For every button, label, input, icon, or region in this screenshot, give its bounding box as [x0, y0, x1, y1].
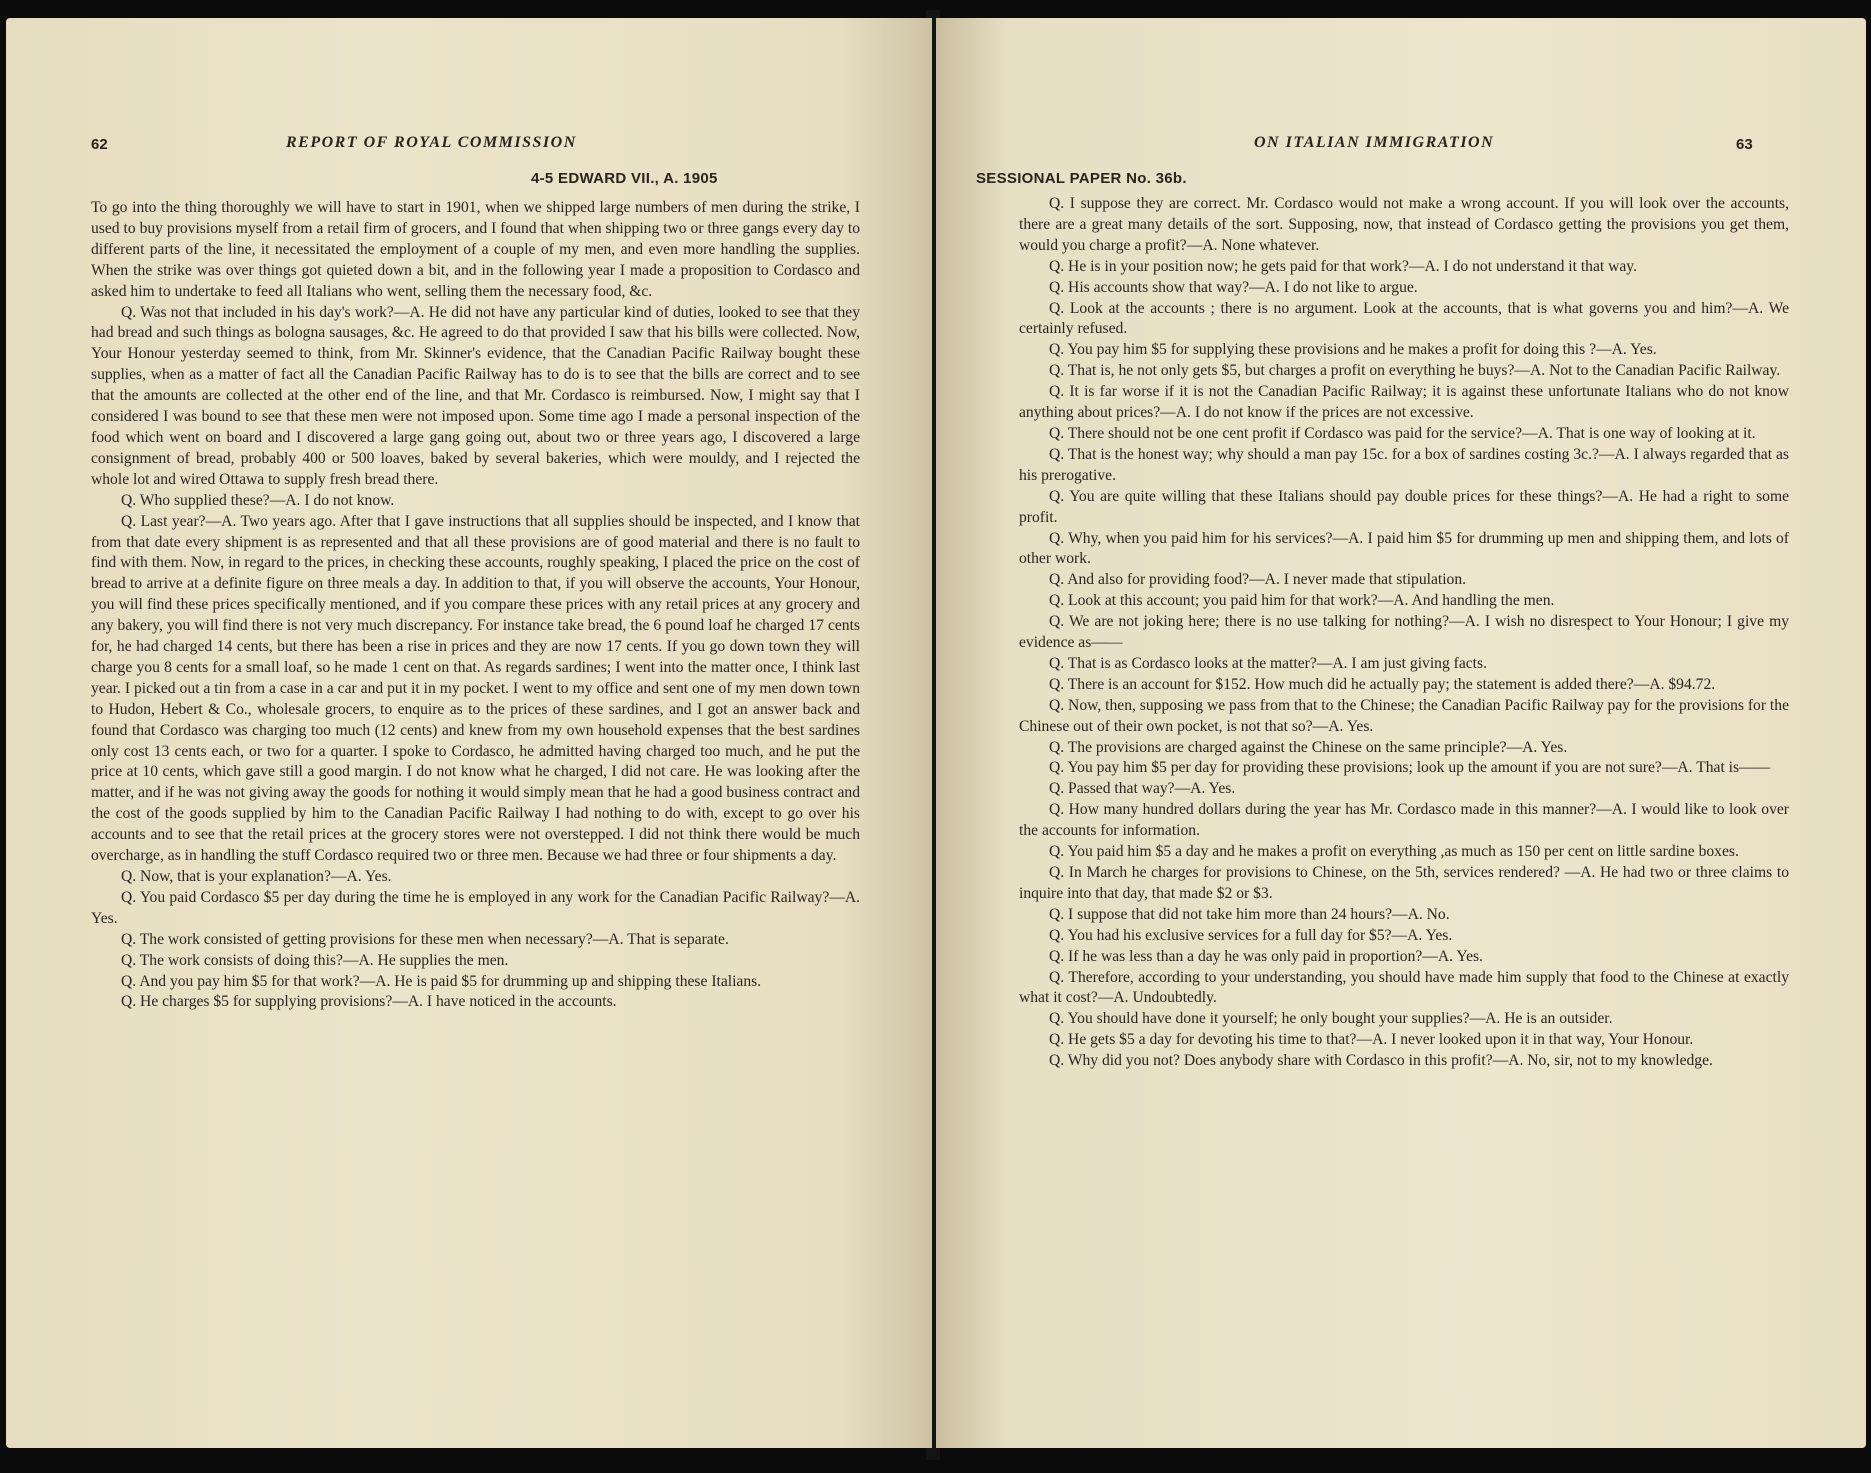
paragraph: Q. The work consisted of getting provisions for these men when necessary?—A. That is separate.	[121, 930, 729, 948]
paragraph: Q. You pay him $5 for supplying these provisions and he makes a profit for doing this ?—A. Yes.	[1049, 341, 1657, 359]
left-body-text	[91, 198, 860, 1013]
paragraph: Q. Now, that is your explanation?—A. Yes.	[121, 868, 392, 885]
paragraph: Q. How many hundred dollars during the year has Mr. Cordasco made in this manner?—A. I would like to look over the accounts for information.	[1019, 801, 1789, 840]
paragraph: Q. That is the honest way; why should a man pay 15c. for a box of sardines costing 3c.?—A. I always regarded that as his prerogative.	[1019, 445, 1789, 484]
right-session-line: SESSIONAL PAPER No. 36b.	[976, 170, 1187, 187]
paragraph: Q. You paid him $5 a day and he makes a profit on everything ,as much as 150 per cent on little sardine boxes.	[1049, 843, 1739, 861]
paragraph: Q. Now, then, supposing we pass from that to the Chinese; the Canadian Pacific Railway pay for the provisions for the Chinese out of their own pocket, is not that so?—A. Yes.	[1019, 696, 1789, 735]
right-running-head: ON ITALIAN IMMIGRATION	[1254, 134, 1495, 151]
paragraph: Q. I suppose they are correct. Mr. Cordasco would not make a wrong account. If you will look over the accounts, there are a great many details of the sort. Supposing, now, that instead of Cordasco getting the provisions you get them, would you charge a profit?—A. None whatever.	[1019, 195, 1789, 254]
paragraph: Q. Passed that way?—A. Yes.	[1049, 780, 1236, 798]
paragraph: Q. Last year?—A. Two years ago. After that I gave instructions that all supplies should be inspected, and I know that from that date every shipment is as represented and that all these provisions are of good material and there is no fault to find with them. Now, in regard to the prices, in checking these accounts, roughly speaking, I placed the price on the cost of bread to arrive at a definite figure on three meals a day. In addition to that, if you will observe the accounts, Your Honour, you will find these prices specifically mentioned, and if you compare these prices with any retail prices at any grocery and any bakery, you will find there is not very much discrepancy. For instance take bread, the 6 pound loaf he charged 17 cents for, he had charged 14 cents, but there has been a rise in prices and they are now 17 cents. If you go down town they will charge you 8 cents for a small loaf, so he made 1 cent on that. As regards sardines; I went into the matter once, I think last year. I picked out a tin from a case in a car and put it in my pocket. I went to my office and sent one of my men down town to Hudon, Hebert & Co., wholesale grocers, to enquire as to the prices of these sardines, and I got an answer back and found that Cordasco was charging too much (12 cents) and knew from my own household expenses that the best sardines only cost 13 cents each, or two for a quarter. I spoke to Cordasco, he admitted having charged too much, and he put the price at 10 cents, which gave still a good margin. I do not know what he charged, I did not care. He was looking after the matter, and if he was not giving away the goods for nothing it would simply mean that he had a good business contract and the cost of the goods supplied by him to the Canadian Pacific Railway I had nothing to do with, except to go over his accounts and to see that the retail prices at the grocery stores were not overstepped. I did not think there would be much overcharge, as in handling the stuff Cordasco required two or three men. Because we had three or four shipments a day.	[91, 512, 860, 865]
paragraph: Q. That is as Cordasco looks at the matter?—A. I am just giving facts.	[1049, 654, 1487, 672]
paragraph: Q. There is an account for $152. How much did he actually pay; the statement is added there?—A. $94.72.	[1049, 675, 1716, 693]
paragraph: Q. Why did you not? Does anybody share with Cordasco in this profit?—A. No, sir, not to my knowledge.	[1049, 1052, 1713, 1070]
paragraph: Q. You had his exclusive services for a full day for $5?—A. Yes.	[1049, 926, 1453, 944]
paragraph: Q. If he was less than a day he was only paid in proportion?—A. Yes.	[1049, 947, 1483, 965]
paragraph: Q. The work consists of doing this?—A. He supplies the men.	[121, 951, 509, 969]
paragraph: Q. Therefore, according to your understanding, you should have made him supply that food to the Chinese at exactly what it cost?—A. Undoubtedly.	[1019, 968, 1789, 1007]
paragraph: Q. There should not be one cent profit if Cordasco was paid for the service?—A. That is one way of looking at it.	[1049, 424, 1756, 442]
paragraph: Q. You pay him $5 per day for providing these provisions; look up the amount if you are not sure?—A. That is——	[1049, 759, 1771, 777]
paragraph: Q. You should have done it yourself; he only bought your supplies?—A. He is an outsider.	[1049, 1010, 1613, 1028]
paragraph: Q. That is, he not only gets $5, but charges a profit on everything he buys?—A. Not to the Canadian Pacific Railway.	[1049, 362, 1781, 380]
right-page	[936, 18, 1866, 1448]
left-session-line: 4-5 EDWARD VII., A. 1905	[531, 170, 718, 187]
left-running-head: REPORT OF ROYAL COMMISSION	[286, 134, 577, 151]
left-page-number: 62	[91, 136, 108, 153]
paragraph: Q. And also for providing food?—A. I never made that stipulation.	[1049, 571, 1467, 589]
paragraph: To go into the thing thoroughly we will have to start in 1901, when we shipped large numbers of men during the strike, I used to buy provisions myself from a retail firm of grocers, and I found that when shipping two or three gangs every day to different parts of the line, it necessitated the employment of a couple of my men, and even more handling the supplies. When the strike was over things got quieted down a bit, and in the following year I made a proposition to Cordasco and asked him to undertake to feed all Italians who went, selling them the necessary food, &c.	[91, 199, 860, 300]
left-page	[6, 18, 932, 1448]
paragraph: Q. The provisions are charged against the Chinese on the same principle?—A. Yes.	[1049, 738, 1568, 756]
paragraph: Q. Who supplied these?—A. I do not know.	[121, 491, 395, 509]
paragraph: Q. We are not joking here; there is no use talking for nothing?—A. I wish no disrespect to Your Honour; I give my evidence as——	[1019, 613, 1789, 652]
paragraph: Q. He gets $5 a day for devoting his time to that?—A. I never looked upon it in that way, Your Honour.	[1049, 1031, 1694, 1049]
paragraph: Q. Look at the accounts ; there is no argument. Look at the accounts, that is what governs you and him?—A. We certainly refused.	[1019, 299, 1789, 338]
paragraph: Q. It is far worse if it is not the Canadian Pacific Railway; it is against these unfortunate Italians who do not know anything about prices?—A. I do not know if the prices are not excessive.	[1019, 383, 1789, 422]
right-page-number: 63	[1736, 136, 1753, 153]
paragraph: Q. He charges $5 for supplying provisions?—A. I have noticed in the accounts.	[121, 993, 617, 1011]
right-body-text	[1019, 194, 1789, 1072]
paragraph: Q. Was not that included in his day's work?—A. He did not have any particular kind of duties, looked to see that they had bread and such things as bologna sausages, &c. He agreed to do that provided I saw that his bills were collected. Now, Your Honour yesterday seemed to think, from Mr. Skinner's evidence, that the Canadian Pacific Railway bought these supplies, when as a matter of fact all the Canadian Pacific Railway has to do is to see that the bills are correct and to see that the amounts are collected at the other end of the line, and that Mr. Cordasco is reimbursed. Now, I might say that I considered I was bound to see that these men were not imposed upon. Some time ago I made a personal inspection of the food which went on board and I discovered a large gang going out, about two or three years ago, I discovered a large consignment of bread, probably 400 or 500 loaves, baked by several bakeries, which were mouldy, and I rejected the whole lot and wired Ottawa to supply fresh bread there.	[91, 303, 860, 488]
paragraph: Q. You paid Cordasco $5 per day during the time he is employed in any work for the Canadian Pacific Railway?—A. Yes.	[91, 888, 860, 927]
paragraph: Q. His accounts show that way?—A. I do not like to argue.	[1049, 278, 1418, 296]
paragraph: Q. He is in your position now; he gets paid for that work?—A. I do not understand it that way.	[1049, 257, 1637, 275]
paragraph: Q. You are quite willing that these Italians should pay double prices for these things?—A. He had a right to some profit.	[1019, 487, 1789, 526]
paragraph: Q. In March he charges for provisions to Chinese, on the 5th, services rendered? —A. He had two or three claims to inquire into that day, that made $2 or $3.	[1019, 864, 1789, 902]
paragraph: Q. Why, when you paid him for his services?—A. I paid him $5 for drumming up men and shipping them, and lots of other work.	[1019, 529, 1789, 568]
paragraph: Q. I suppose that did not take him more than 24 hours?—A. No.	[1049, 905, 1450, 923]
paragraph: Q. Look at this account; you paid him for that work?—A. And handling the men.	[1049, 592, 1555, 610]
paragraph: Q. And you pay him $5 for that work?—A. He is paid $5 for drumming up and shipping these Italians.	[121, 972, 762, 990]
